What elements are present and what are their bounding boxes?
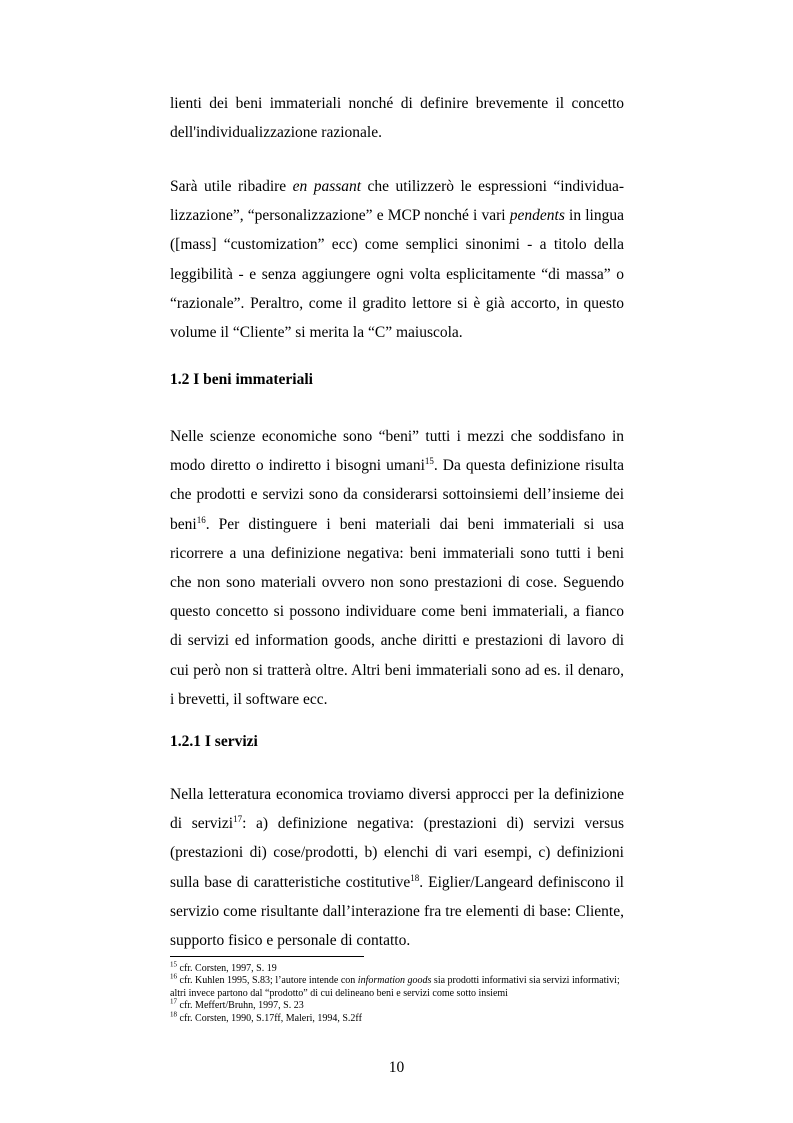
footnote-18 — [170, 1010, 624, 1025]
section-1-2-1-text-1: Nella letteratura economica troviamo diversi approcci per la definizione di servizi — [170, 786, 624, 833]
footnotes — [170, 960, 624, 1025]
footnote-separator — [170, 956, 364, 957]
footnote-text-15: cfr. Corsten, 1997, S. 19 — [177, 963, 277, 974]
section-1-2-paragraph-text — [170, 422, 624, 714]
page-number: 10 — [388, 1059, 405, 1076]
synonyms-em-en-passant: en passant — [292, 178, 362, 195]
footnote-ref-18: 18 — [410, 872, 420, 883]
intro-line-2: dell'individualizzazione razionale. — [170, 124, 382, 142]
footnote-ref-15: 15 — [424, 456, 434, 467]
footnote-number-18: 18 — [170, 1010, 177, 1019]
section-heading-1-2: 1.2 I beni immateriali — [170, 371, 313, 388]
footnote-16 — [170, 975, 624, 1000]
section-1-2-1-paragraph-text — [170, 780, 624, 955]
footnote-ref-17: 17 — [233, 814, 243, 825]
footnote-ref-16: 16 — [196, 514, 206, 525]
footnote-text-18: cfr. Corsten, 1990, S.17ff, Maleri, 1994, S.2ff — [177, 1012, 362, 1024]
synonyms-text-1: Sarà utile ribadire — [170, 178, 293, 195]
footnote-number-16: 16 — [170, 973, 177, 982]
footnote-em-information-goods: information goods — [357, 975, 432, 987]
section-1-2-text-3: . Per distinguere i beni materiali dai beni immateriali si usa ricorrere a una definizione negativa: beni immateriali sono tutti i beni che non sono materiali ovvero non sono prestazioni di cose. Seguendo questo concetto si possono individuare come beni immateriali, a fianco di servizi ed information goods, anche diritti e prestazioni di lavoro di cui però non si tratterà oltre. Altri beni immateriali sono ad es. il denaro, i brevetti, il software ecc. — [170, 515, 624, 708]
synonyms-text-3: in lingua ([mass] “customization” ecc) come semplici sinonimi - a titolo della leggibilità - e senza aggiungere ogni volta esplicitamente “di massa” o “razionale”. Peraltro, come il gradito lettore si è già accorto, in questo volume il “Cliente” si merita la “C” maiuscola. — [170, 207, 624, 342]
section-1-2-1-text-2: : a) definizione negativa: (prestazioni di) servizi versus (prestazioni di) cose/prodotti, b) elenchi di vari esempi, c) definizioni sulla base di caratteristiche costitutive — [170, 815, 624, 891]
footnote-17 — [170, 997, 624, 1012]
section-heading-1-2-1: 1.2.1 I servizi — [170, 733, 258, 750]
footnote-text-16-a: cfr. Kuhlen 1995, S.83; l’autore intende con — [177, 975, 358, 987]
synonyms-text-2: che utilizzerò le espressioni “individua-lizzazione”, “personalizzazione” e MCP nonché i vari — [170, 178, 624, 225]
footnote-text-17: cfr. Meffert/Bruhn, 1997, S. 23 — [177, 1000, 304, 1012]
footnote-text-16-b: sia prodotti informativi sia servizi informativi; altri invece partono dal “prodotto” di cui delineano beni e servizi come sotto insiemi — [170, 975, 620, 999]
footnote-number-17: 17 — [170, 997, 177, 1006]
intro-paragraph — [170, 89, 624, 147]
intro-line-1: lienti dei beni immateriali nonché di definire brevemente il concetto — [170, 95, 624, 112]
footnote-15 — [170, 960, 624, 975]
section-1-2-paragraph — [170, 422, 624, 714]
section-1-2-1-paragraph — [170, 780, 624, 955]
section-1-2-text-1: Nelle scienze economiche sono “beni” tutti i mezzi che soddisfano in modo diretto o indiretto i bisogni umani — [170, 428, 624, 475]
synonyms-em-pendents: pendents — [509, 207, 565, 225]
section-1-2-text-2: . Da questa definizione risulta che prodotti e servizi sono da considerarsi sottoinsiemi dell’insieme dei beni — [170, 457, 624, 533]
synonyms-paragraph — [170, 172, 624, 347]
synonyms-paragraph-text — [170, 172, 624, 347]
section-1-2-1-text-3: . Eiglier/Langeard definiscono il servizio come risultante dall’interazione fra tre elementi di base: Cliente, supporto fisico e personale di contatto. — [170, 873, 624, 950]
footnote-number-15: 15 — [170, 960, 177, 969]
